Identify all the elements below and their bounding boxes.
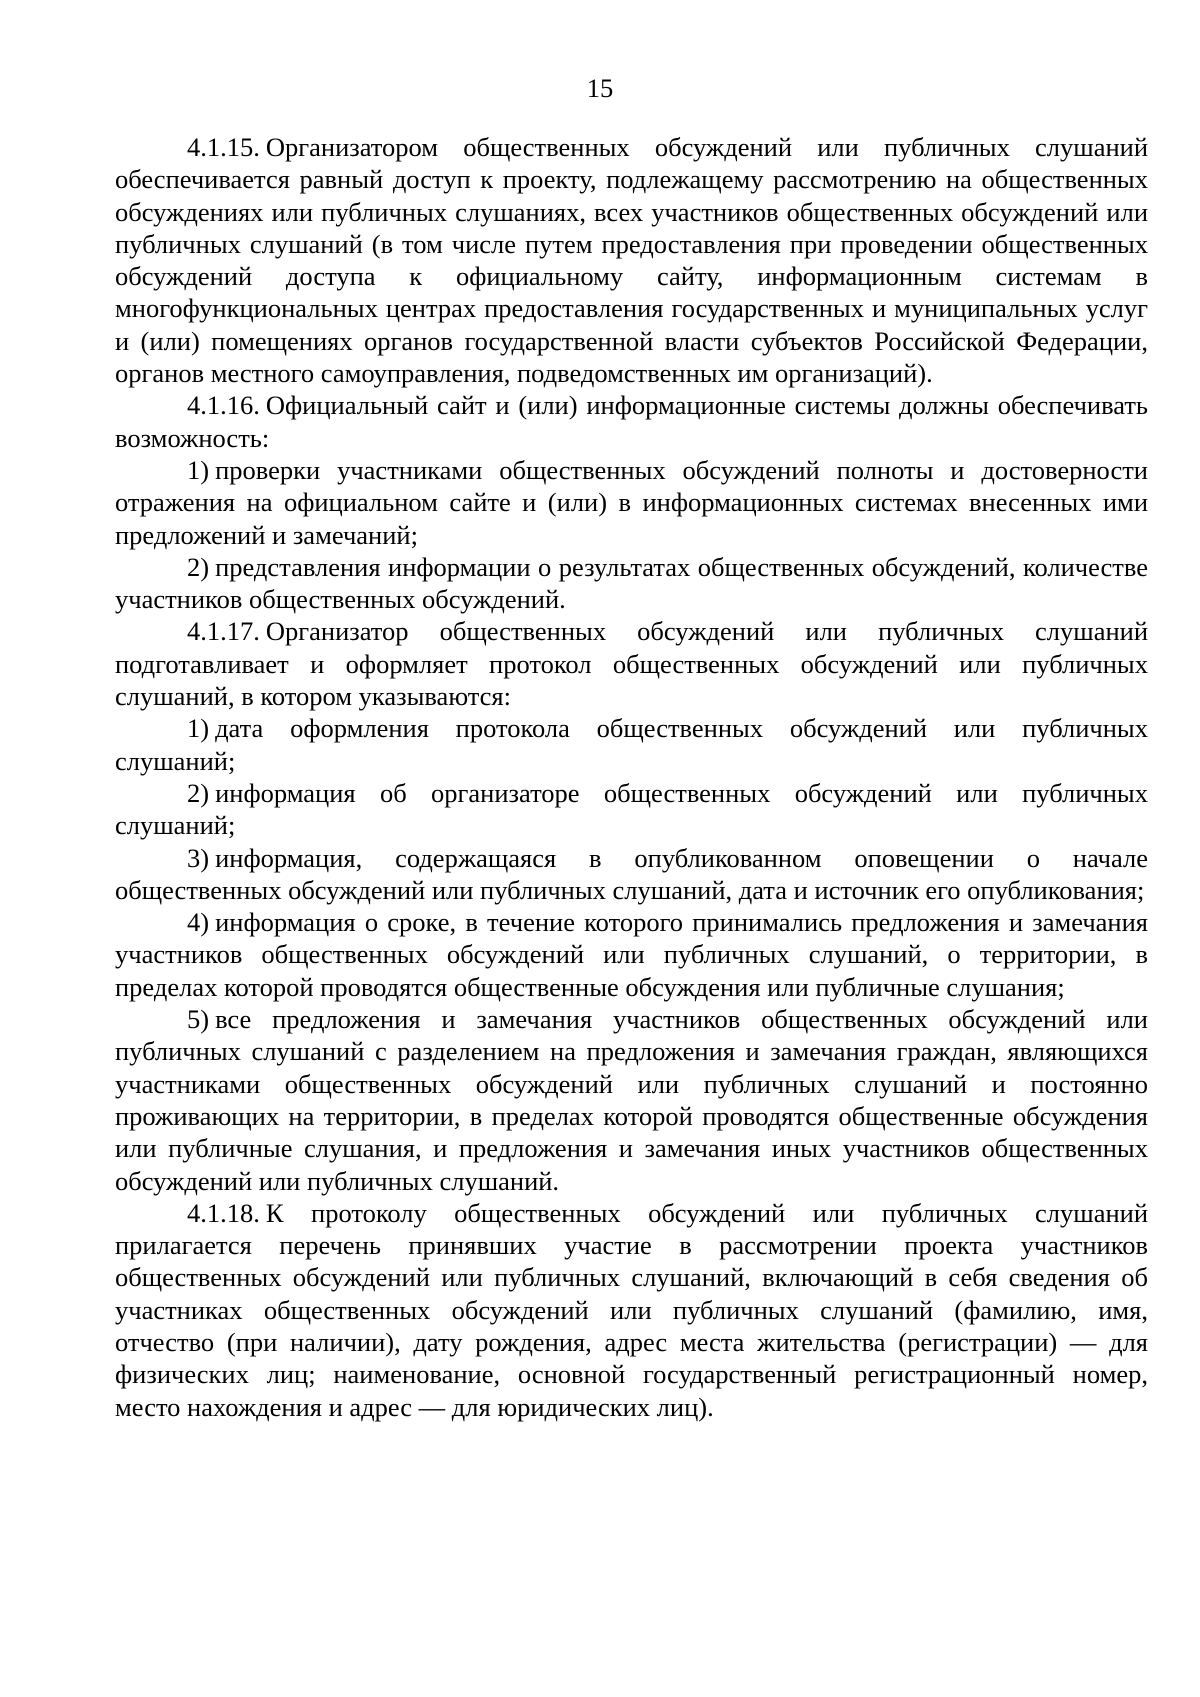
list-item-text: информация о сроке, в течение которого принимались предложения и замечания участников общественных обсуждений или публичных слушаний, о территории, в пределах которой проводятся общественные обсуждения или публичные слушания; — [115, 907, 1148, 1002]
list-item-5 — [115, 1003, 1148, 1197]
list-item-text: представления информации о результатах общественных обсуждений, количестве участников общественных обсуждений. — [115, 551, 1148, 615]
list-item-2 — [115, 551, 1148, 616]
list-item-number: 5) — [187, 1004, 210, 1035]
paragraph-text: Организатор общественных обсуждений или публичных слушаний подготавливает и оформляет протокол общественных обсуждений или публичных слушаний, в котором указываются: — [115, 616, 1148, 712]
list-item-1 — [115, 454, 1148, 551]
list-item-text: проверки участниками общественных обсуждений полноты и достоверности отражения на официальном сайте и (или) в информационных системах внесенных ими предложений и замечаний; — [115, 454, 1148, 550]
list-item-2 — [115, 777, 1148, 842]
paragraph-number: 4.1.17. — [187, 616, 260, 647]
paragraph-number: 4.1.15. — [187, 132, 260, 162]
list-item-number: 1) — [187, 454, 210, 485]
paragraph-4-1-15 — [115, 131, 1148, 389]
paragraph-number: 4.1.18. — [187, 1197, 260, 1228]
paragraph-text: К протоколу общественных обсуждений или публичных слушаний прилагается перечень принявших участие в рассмотрении проекта участников общественных обсуждений или публичных слушаний, включающий в себя сведения об участниках общественных обсуждений или публичных слушаний (фамилию, имя, отчество (при наличии), дату рождения, адрес места жительства (регистрации) — для физических лиц; наименование, основной государственный регистрационный номер, место нахождения и адрес — для юридических лиц). — [115, 1197, 1148, 1422]
list-item-number: 1) — [187, 713, 210, 744]
paragraph-number: 4.1.16. — [187, 390, 260, 421]
list-item-number: 2) — [187, 551, 210, 582]
document-body — [115, 131, 1148, 1423]
list-item-text: информация об организаторе общественных обсуждений или публичных слушаний; — [115, 777, 1148, 841]
list-item-1 — [115, 712, 1148, 777]
paragraph-text: Организатором общественных обсуждений или публичных слушаний обеспечивается равный доступ к проекту, подлежащему рассмотрению на общественных обсуждениях или публичных слушаниях, всех участников общественных обсуждений или публичных слушаний (в том числе путем предоставления при проведении общественных обсуждений доступа к официальному сайту, информационным системам в многофункциональных центрах предоставления государственных и муниципальных услуг и (или) помещениях органов государственной власти субъектов Российской Федерации, органов местного самоуправления, подведомственных им организаций). — [115, 132, 1148, 389]
list-item-number: 4) — [187, 907, 210, 938]
list-item-number: 2) — [187, 777, 210, 808]
list-item-3 — [115, 842, 1148, 907]
list-item-text: дата оформления протокола общественных обсуждений или публичных слушаний; — [115, 713, 1148, 776]
paragraph-4-1-17 — [115, 615, 1148, 712]
list-item-4 — [115, 906, 1148, 1003]
list-item-text: информация, содержащаяся в опубликованном оповещении о начале общественных обсуждений или публичных слушаний, дата и источник его опубликования; — [115, 842, 1148, 905]
list-item-number: 3) — [187, 842, 210, 873]
paragraph-text: Официальный сайт и (или) информационные системы должны обеспечивать возможность: — [115, 390, 1148, 453]
paragraph-4-1-16 — [115, 389, 1148, 454]
page-number: 15 — [586, 73, 614, 103]
paragraph-4-1-18 — [115, 1197, 1148, 1423]
list-item-text: все предложения и замечания участников общественных обсуждений или публичных слушаний с разделением на предложения и замечания граждан, являющихся участниками общественных обсуждений или публичных слушаний и постоянно проживающих на территории, в пределах которой проводятся общественные обсуждения или публичные слушания, и предложения и замечания иных участников общественных обсуждений или публичных слушаний. — [115, 1004, 1148, 1196]
